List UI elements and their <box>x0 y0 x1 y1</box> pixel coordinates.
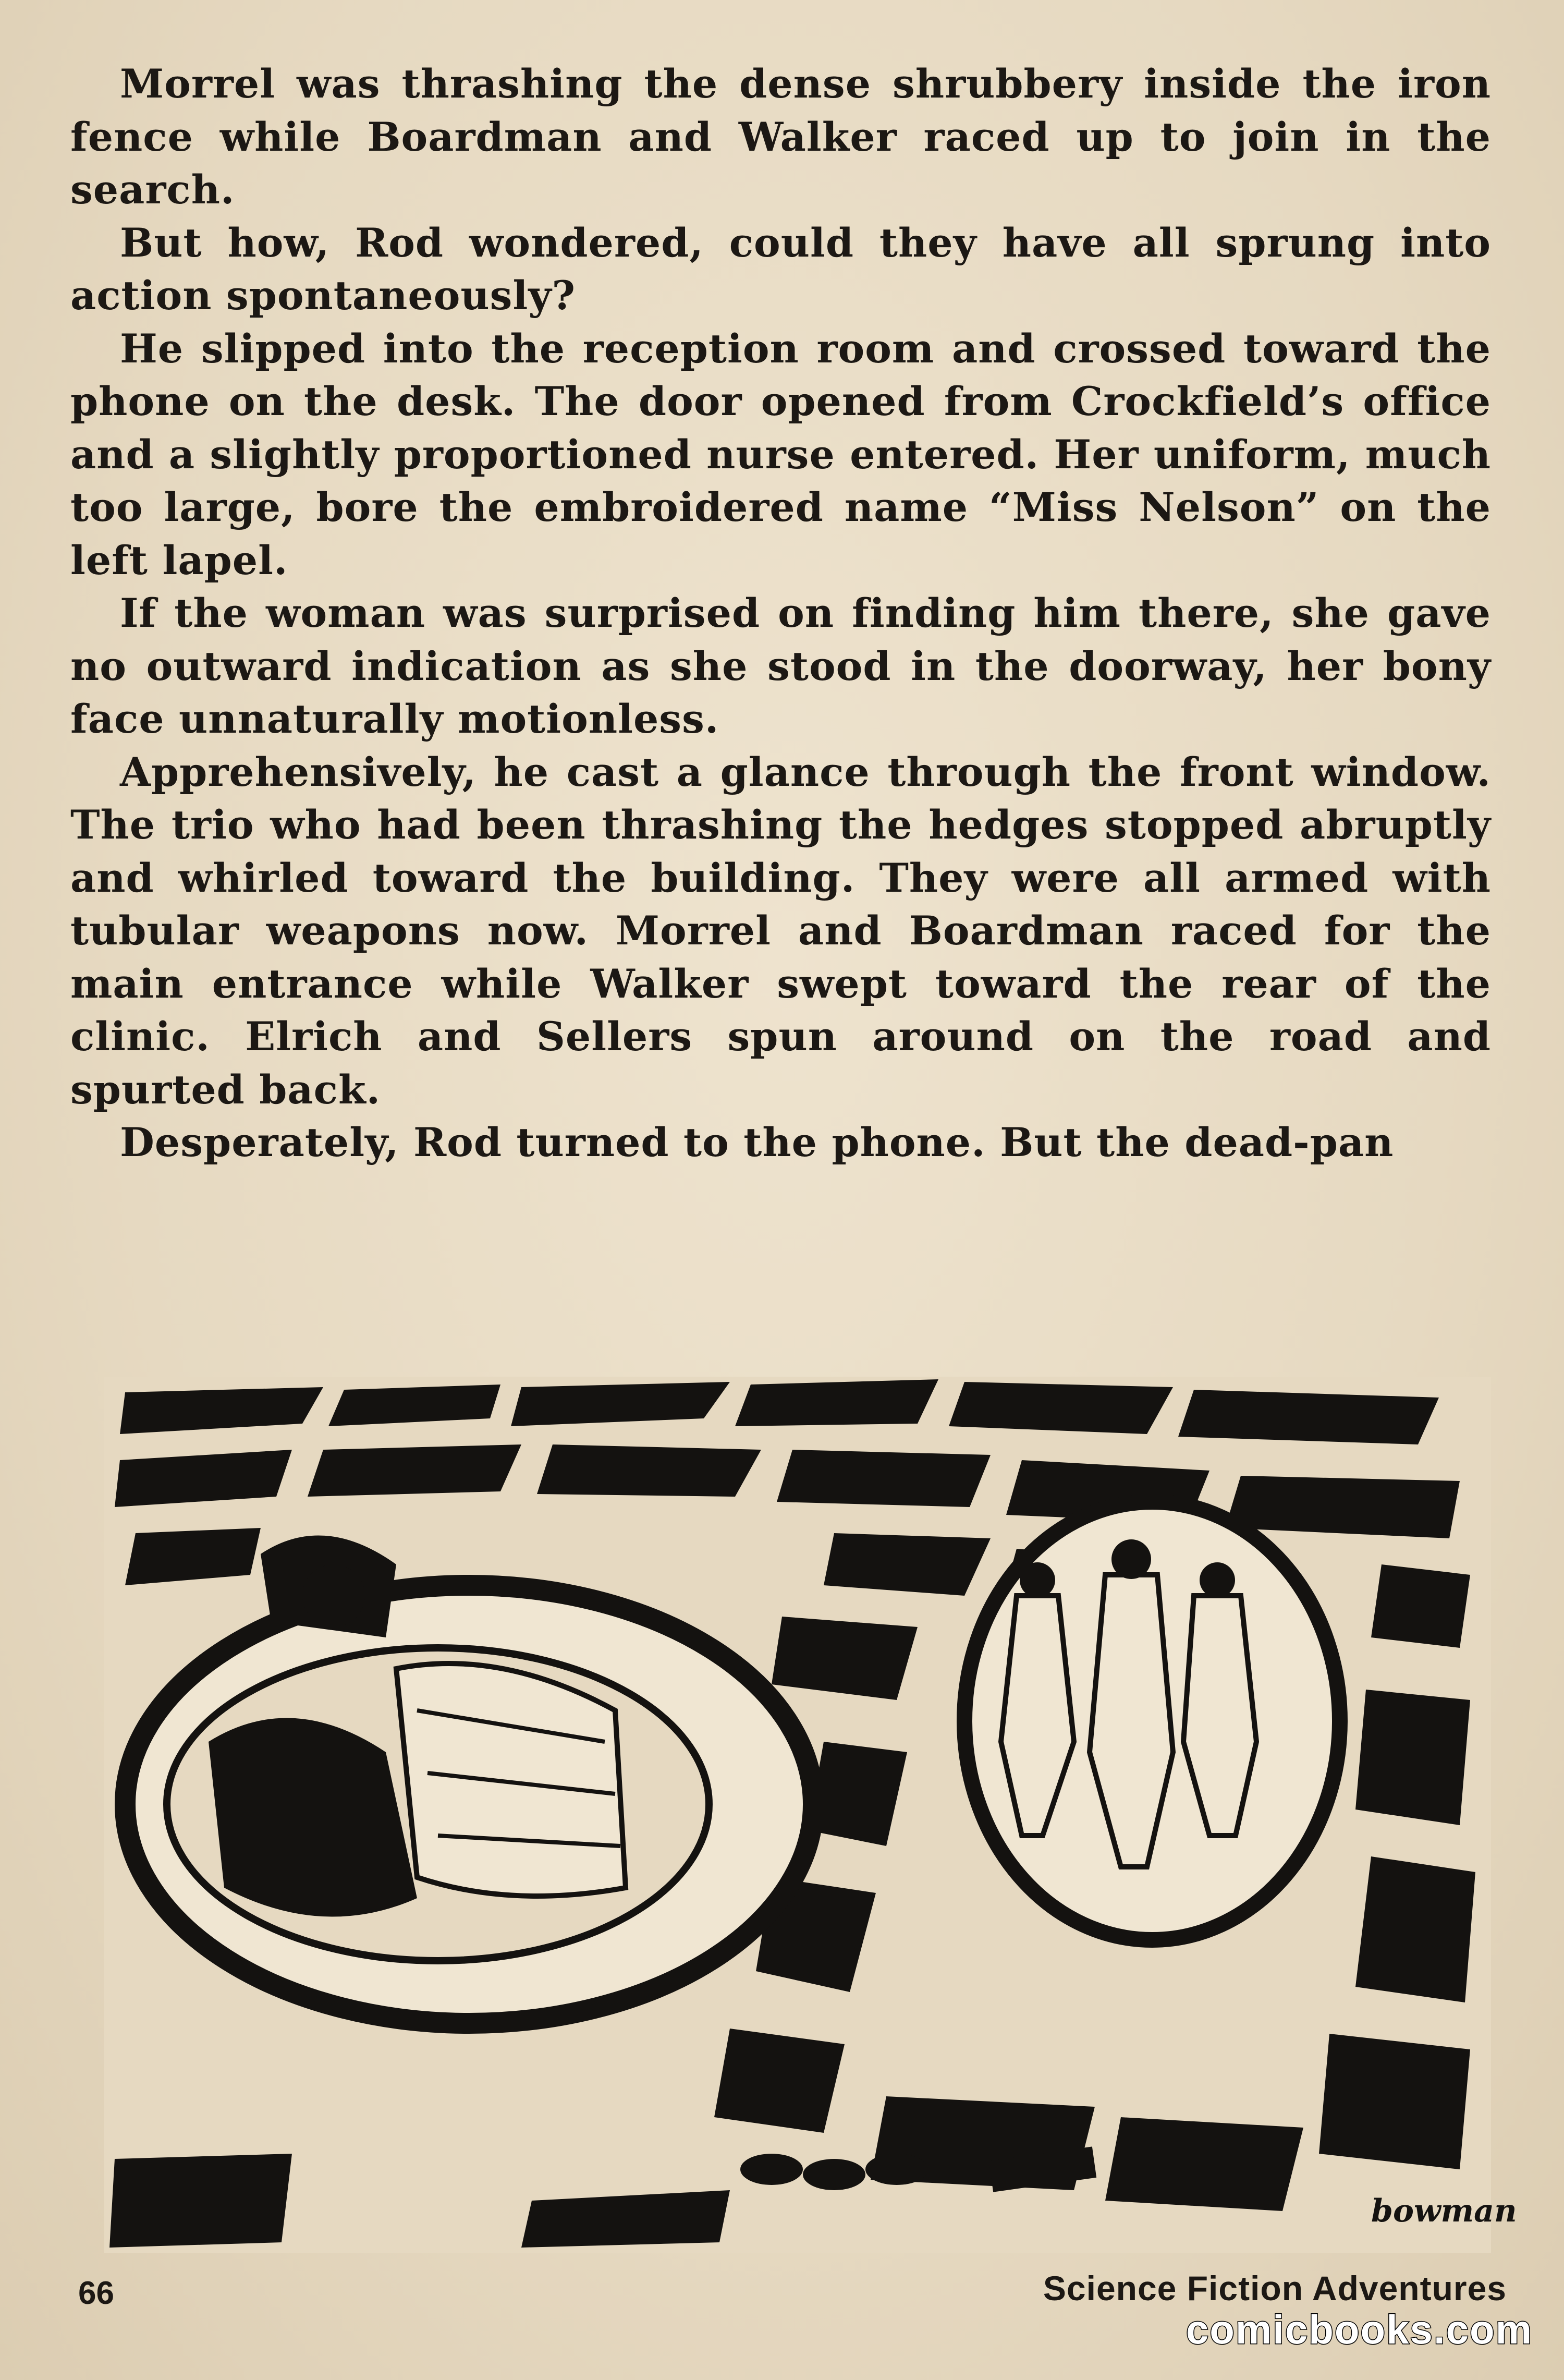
site-watermark: comicbooks.com <box>1186 2306 1533 2352</box>
paragraph-5: Apprehensively, he cast a glance through the front window. The trio who had been thrashing the hedges stopped abruptly and whirled toward the building. They were all armed with tubular weapons now. Morrel and Boardman raced for the main entrance while Walker swept toward the rear of the clinic. Elrich and Sellers spun around on the road and spurted back. <box>70 748 1491 1113</box>
story-text <box>70 57 1491 1169</box>
paragraph-3: He slipped into the reception room and crossed toward the phone on the desk. The door opened from Crockfield’s office and a slightly proportioned nurse entered. Her uniform, much too large, bore the embroidered name “Miss Nelson” on the left lapel. <box>70 325 1491 584</box>
paragraph-6: Desperately, Rod turned to the phone. But the dead-pan <box>120 1119 1394 1165</box>
paragraph-1: Morrel was thrashing the dense shrubbery inside the iron fence while Boardman and Walker raced up to join in the search. <box>70 60 1491 213</box>
paragraph-2: But how, Rod wondered, could they have all sprung into action spontaneously? <box>70 219 1491 319</box>
artist-signature: bowman <box>1371 2193 1517 2229</box>
paragraph-4: If the woman was surprised on finding him there, she gave no outward indication as she stood in the doorway, her bony face unnaturally motionless. <box>70 590 1491 742</box>
story-illustration <box>104 1377 1517 2253</box>
magazine-title: Science Fiction Adventures <box>1043 2269 1507 2308</box>
page-number: 66 <box>78 2275 114 2311</box>
